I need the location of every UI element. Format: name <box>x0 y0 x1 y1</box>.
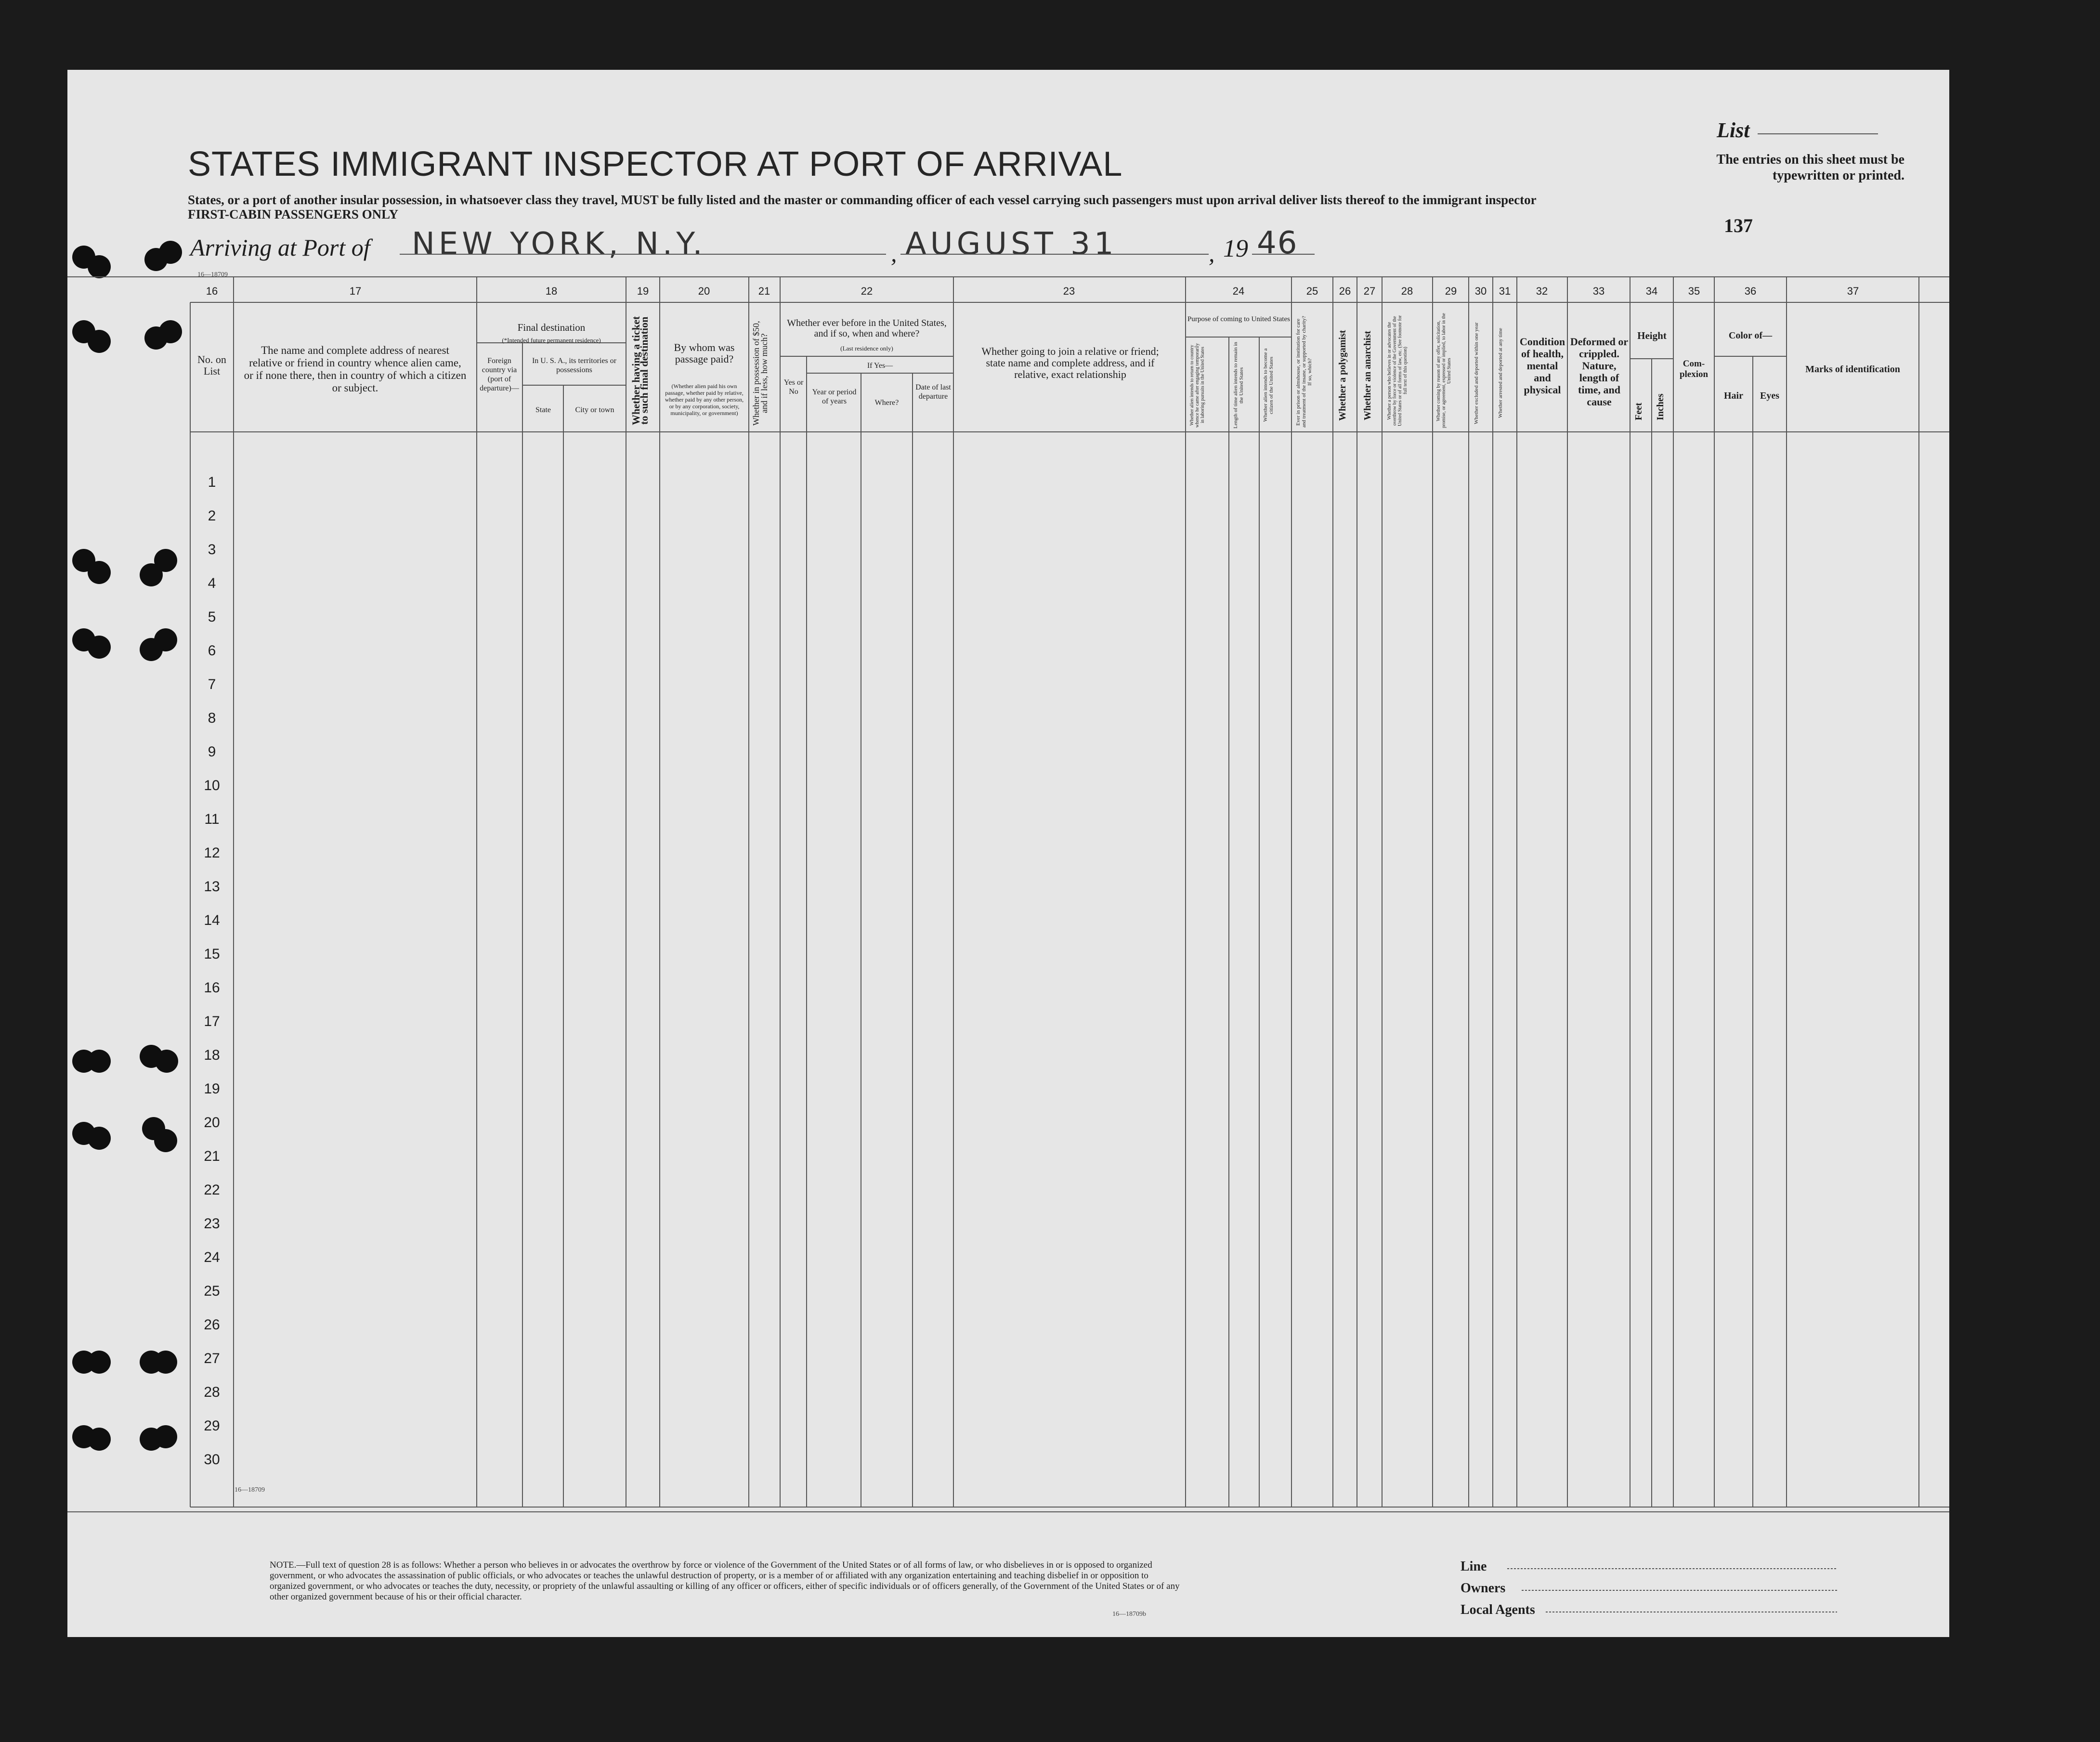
col-22-sub: (Last residence only) <box>840 345 893 352</box>
row-number: 6 <box>208 643 216 659</box>
column-number: 28 <box>1401 285 1413 297</box>
col-34-header: Height <box>1637 330 1667 341</box>
column-number: 31 <box>1499 285 1511 297</box>
column-number: 19 <box>637 285 649 297</box>
col-31-header: Whether arrested and deported at any time <box>1498 328 1503 418</box>
row-number: 4 <box>208 575 216 591</box>
row-number: 11 <box>204 811 220 827</box>
column-number: 30 <box>1474 285 1487 297</box>
row-number: 16 <box>204 980 220 996</box>
col-36-eyes: Eyes <box>1760 390 1779 401</box>
column-number: 21 <box>758 285 770 297</box>
column-number: 24 <box>1232 285 1245 297</box>
column-number: 20 <box>698 285 710 297</box>
col-24-header: Purpose of coming to United States <box>1187 315 1290 323</box>
row-number: 2 <box>208 508 216 524</box>
col-17-header: The name and complete address of nearest relative or friend in country whence alien came, or if none there, then in country of which a citizen or subject. <box>244 344 467 394</box>
arriving-label: Arriving at Port of <box>190 234 370 261</box>
passenger-class-text: FIRST-CABIN PASSENGERS ONLY <box>188 207 399 221</box>
column-number: 37 <box>1847 285 1859 297</box>
col-19-header: Whether having a ticket to such final destination <box>630 316 650 426</box>
col-22-ifyes: If Yes— <box>867 362 893 370</box>
form-code-bottom: 16—18709 <box>235 1486 265 1494</box>
row-number: 24 <box>204 1249 220 1265</box>
row-number: 29 <box>204 1418 220 1434</box>
column-number: 32 <box>1536 285 1548 297</box>
row-number: 30 <box>204 1452 220 1468</box>
col-33-header: Deformed or crippled. Nature, length of time, and cause <box>1570 336 1629 408</box>
col-29-header: Whether coming by reason of any offer, solicitation, promise, or agreement, expressed or implied, to labor in the United States <box>1436 313 1452 429</box>
col-18-city: City or town <box>575 406 614 414</box>
col-37-header: Marks of identification <box>1805 364 1900 375</box>
row-number: 18 <box>204 1047 220 1063</box>
row-number: 23 <box>204 1216 220 1232</box>
col-16-header: No. on List <box>197 353 226 377</box>
col-21-header: Whether in possession of $50, and if less, how much? <box>751 321 769 426</box>
column-number: 36 <box>1744 285 1757 297</box>
row-number: 1 <box>208 474 216 490</box>
col-36-header: Color of— <box>1728 330 1773 341</box>
column-number: 17 <box>349 285 362 297</box>
col-18-state: State <box>535 406 551 414</box>
col-28-header: Whether a person who believes in or advocates the overthrow by force or violence of the Government of the United States or of all forms of law, etc. (See footnote for full text of this question) <box>1387 315 1408 427</box>
col-24-c: Whether alien intends to become a citizen of the United States <box>1263 348 1274 422</box>
column-number: 33 <box>1592 285 1605 297</box>
col-32-header: Condition of health, mental and physical <box>1519 336 1565 396</box>
col-20-header: By whom was passage paid? <box>674 341 735 365</box>
col-18-sub: (*Intended future permanent residence) <box>502 337 601 344</box>
col-22-yesno: Yes or No <box>783 378 804 396</box>
year-prefix: 19 <box>1223 235 1248 262</box>
row-number: 25 <box>204 1283 220 1299</box>
instructions-text: States, or a port of another insular possession, in whatsoever class they travel, MUST be fully listed and the master or commanding officer of each vessel carrying such passengers must upon arrival deliver lists thereof to the immigrant inspector <box>188 193 1537 207</box>
date-field[interactable]: AUGUST 31 <box>905 226 1118 262</box>
row-number: 12 <box>204 845 220 861</box>
row-number: 20 <box>204 1115 220 1131</box>
col-36-hair: Hair <box>1724 390 1743 401</box>
col-22-where: Where? <box>874 399 899 407</box>
col-24-a: Whether alien intends to return to country whence he came after engaging temporarily in laboring pursuits in the United States <box>1189 343 1205 428</box>
row-number: 19 <box>204 1081 220 1097</box>
col-20-sub: (Whether alien paid his own passage, whether paid by relative, whether paid by any other person, or by any corporation, society, municipality, or government) <box>665 383 744 416</box>
owners-label: Owners <box>1461 1581 1506 1596</box>
port-field[interactable]: NEW YORK, N.Y. <box>412 226 706 262</box>
column-number: 34 <box>1645 285 1658 297</box>
column-number: 29 <box>1445 285 1457 297</box>
local-agents-label: Local Agents <box>1461 1602 1535 1617</box>
row-number: 22 <box>204 1182 220 1198</box>
column-number: 23 <box>1063 285 1075 297</box>
row-number: 5 <box>208 609 216 625</box>
row-number: 3 <box>208 542 216 558</box>
column-number: 22 <box>861 285 873 297</box>
year-field[interactable]: 46 <box>1257 225 1298 261</box>
question-28-note: NOTE.—Full text of question 28 is as follows: Whether a person who believes in or advocates the overthrow by force or violence of the Government of the United States or of all forms of law, or who disbelieves in or is opposed to organized government, or who advocates the assassination of public officials, or who advocates or teaches the unlawful destruction of property, or is a member of or affiliated with any organization entertaining and teaching disbelief in or opposition to organized government, or who advocates or teaches the duty, necessity, or propriety of the unlawful assaulting or killing of any officer or officers, either of specific individuals or of officers generally, of the Government of the United States or of any other organized government because of his or their official character. <box>270 1560 1180 1602</box>
note-form-code: 16—18709b <box>1112 1611 1146 1618</box>
col-35-header: Com-plexion <box>1679 359 1709 379</box>
row-number: 27 <box>204 1351 220 1366</box>
col-30-header: Whether excluded and deported within one year <box>1474 322 1479 424</box>
column-number: 18 <box>545 285 558 297</box>
row-number: 14 <box>204 912 220 928</box>
list-label: List <box>1717 118 1750 142</box>
line-label: Line <box>1461 1559 1487 1574</box>
row-number: 21 <box>204 1148 220 1164</box>
column-number: 25 <box>1306 285 1318 297</box>
col-22-years: Year or period of years <box>812 388 857 405</box>
col-34-feet: Feet <box>1633 403 1644 421</box>
row-number: 10 <box>204 778 220 793</box>
column-number: 27 <box>1363 285 1376 297</box>
col-18-header: Final destination <box>517 322 586 333</box>
row-number: 28 <box>204 1384 220 1400</box>
col-26-header: Whether a polygamist <box>1337 330 1348 421</box>
column-number: 16 <box>206 285 218 297</box>
row-number: 7 <box>208 676 216 692</box>
row-number: 26 <box>204 1317 220 1333</box>
form-code-top: 16—18709 <box>197 271 228 278</box>
col-24-b: Length of time alien intends to remain in the United States <box>1233 342 1244 429</box>
row-number: 13 <box>204 879 220 895</box>
col-27-header: Whether an anarchist <box>1362 331 1373 420</box>
column-number: 26 <box>1339 285 1351 297</box>
col-22-date: Date of last departure <box>915 383 951 401</box>
typewritten-note: The entries on this sheet must be typewritten or printed. <box>1716 152 1904 183</box>
row-number: 15 <box>204 946 220 962</box>
col-18-usa: In U. S. A., its territories or possessions <box>532 357 617 374</box>
col-23-header: Whether going to join a relative or friend; state name and complete address, and if relative, exact relationship <box>981 345 1159 380</box>
col-22-header: Whether ever before in the United States, and if so, when and where? <box>787 318 947 339</box>
sheet-number: 137 <box>1724 215 1753 236</box>
col-34-inches: Inches <box>1655 393 1666 420</box>
column-number: 35 <box>1688 285 1700 297</box>
row-number: 17 <box>204 1014 220 1029</box>
col-25-header: Ever in prison or almshouse, or institution for care and treatment of the insane, or supported by charity? If so, which? <box>1295 316 1313 428</box>
row-number: 8 <box>208 710 216 726</box>
page-title: STATES IMMIGRANT INSPECTOR AT PORT OF ARRIVAL <box>188 145 1123 183</box>
col-18-foreign: Foreign country via (port of departure)— <box>480 357 519 392</box>
row-number: 9 <box>208 744 216 760</box>
